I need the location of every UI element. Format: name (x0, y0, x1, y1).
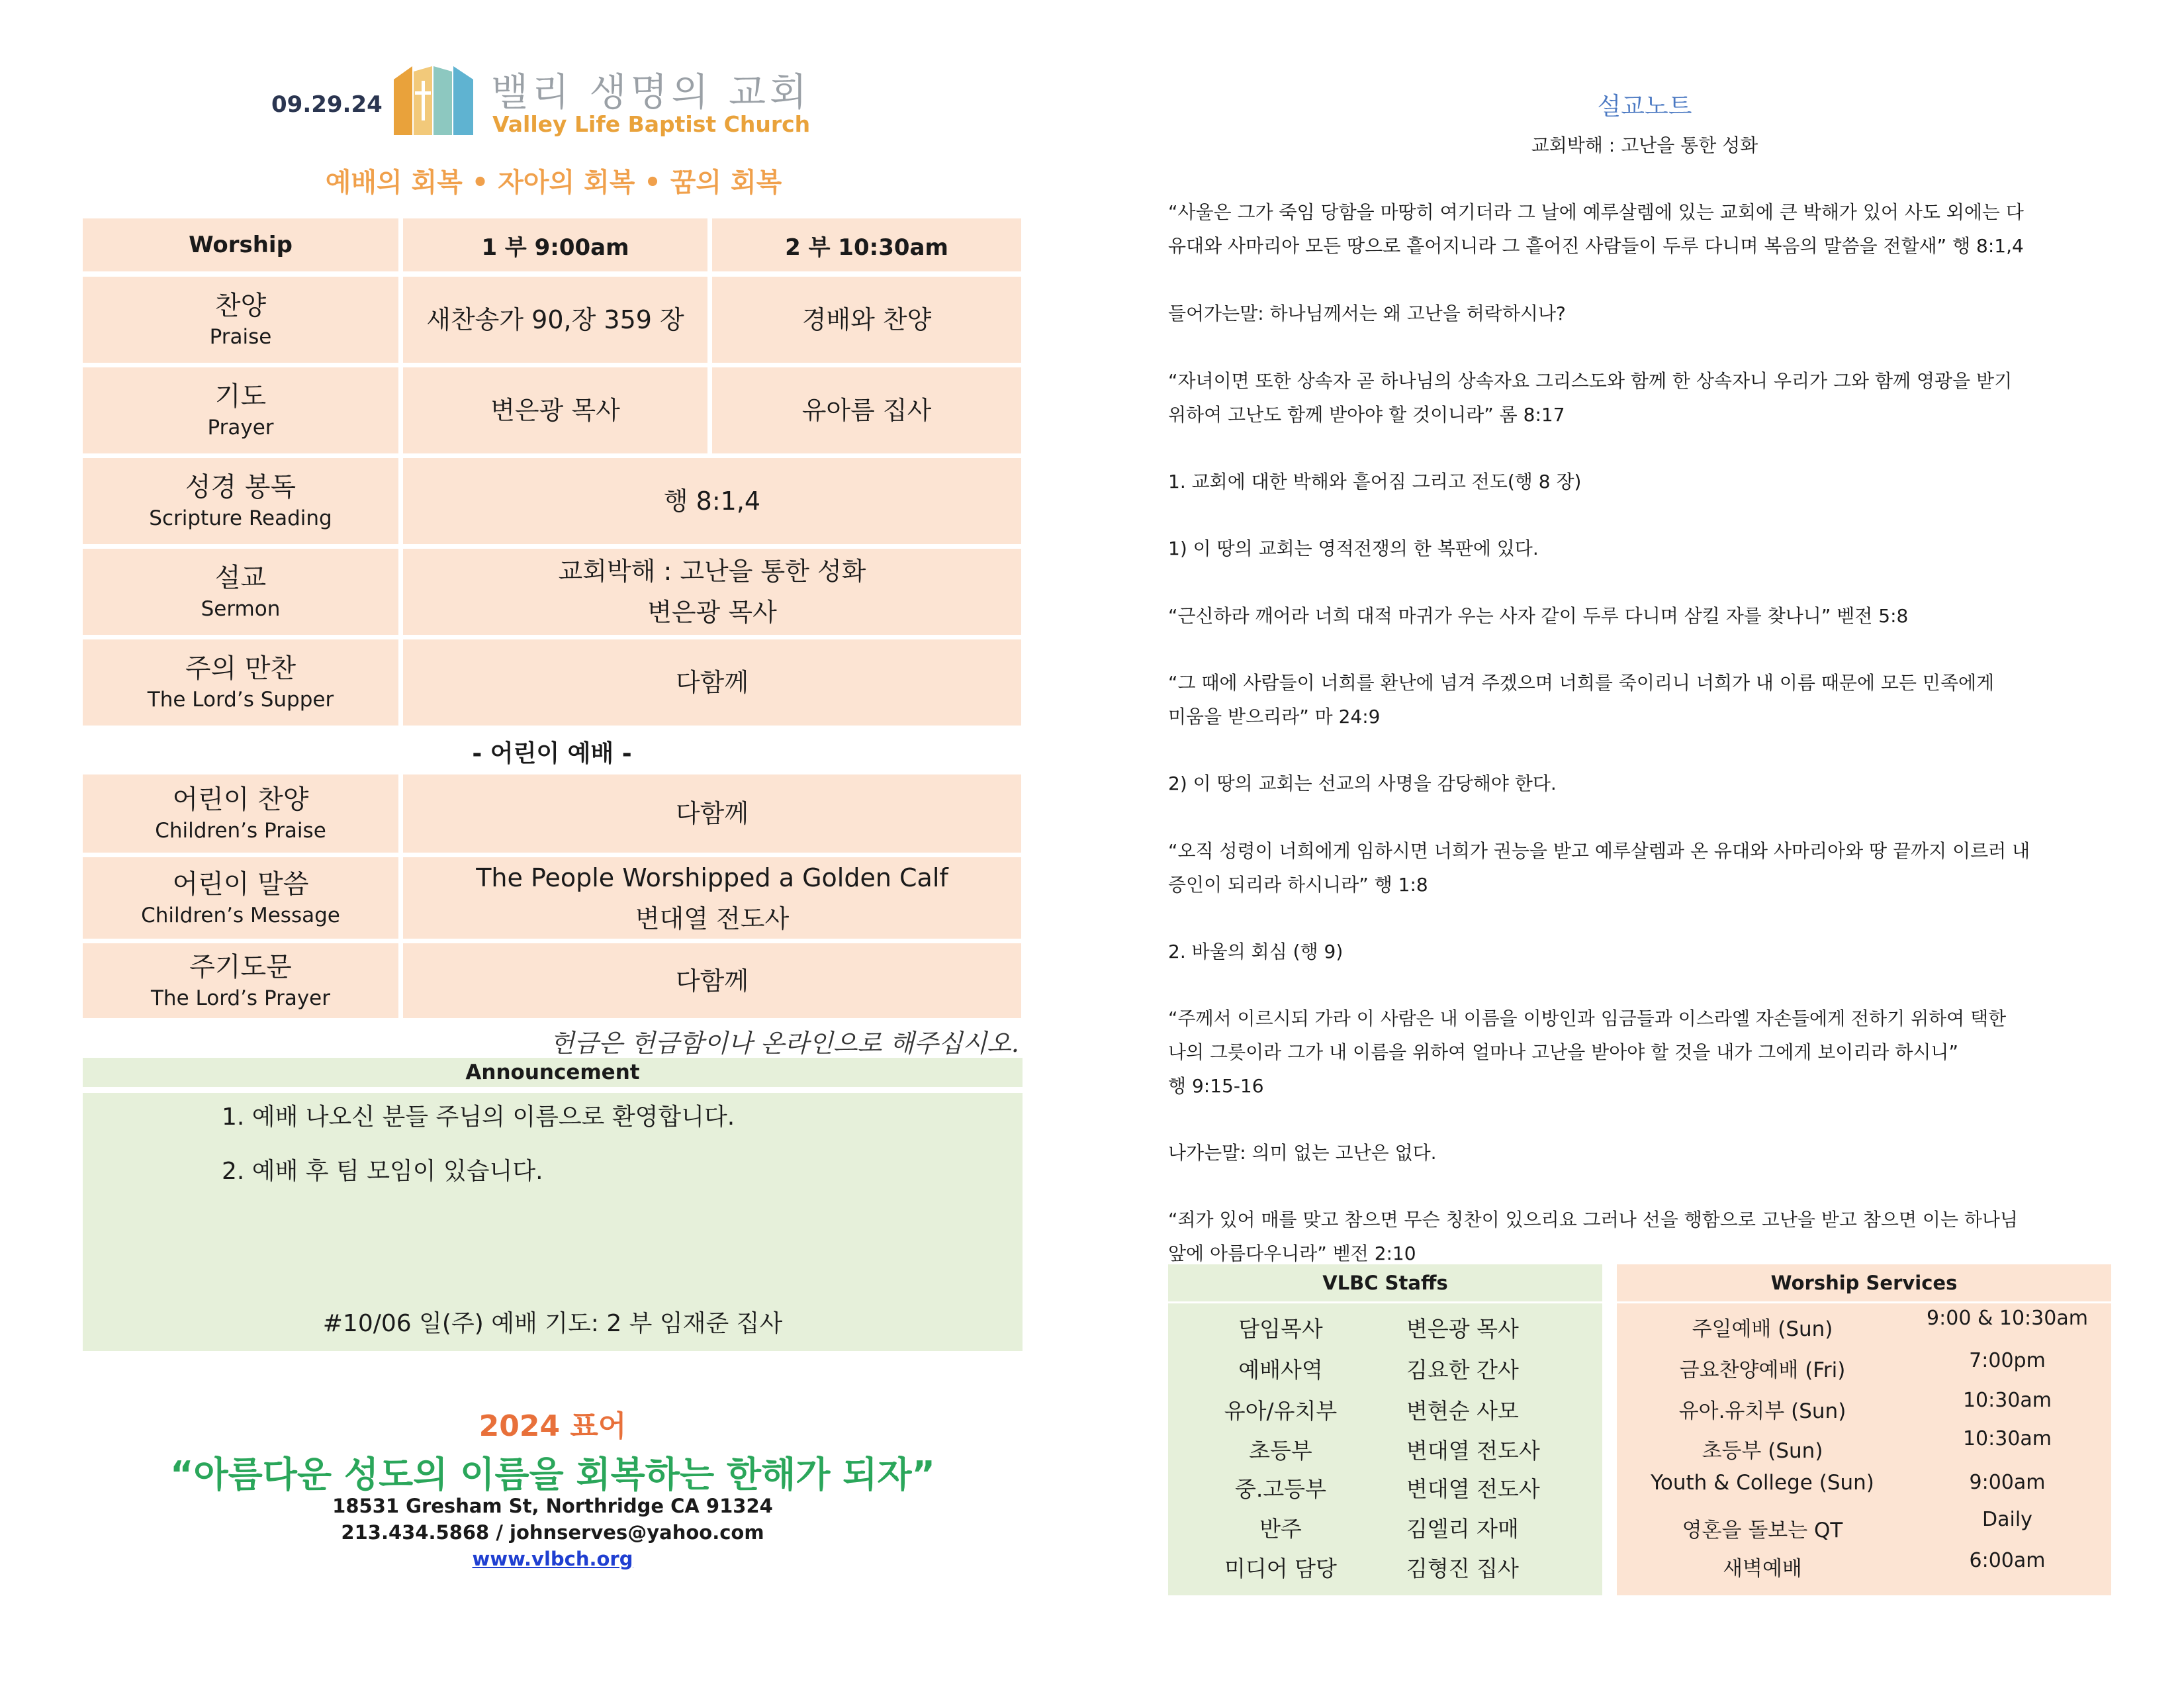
announcement-item: 1. 예배 나오신 분들 주님의 이름으로 환영합니다. (222, 1103, 735, 1131)
staff-name: 변은광 목사 (1406, 1316, 1519, 1342)
staff-role: 유아/유치부 (1224, 1398, 1338, 1424)
row-label (83, 549, 398, 635)
staff-name: 김형진 집사 (1406, 1556, 1519, 1581)
year-motto-label: 2024 표어 (478, 1409, 627, 1443)
service-row (1617, 1549, 2111, 1591)
combined-value: 다함께 (403, 774, 1021, 853)
service-time: 9:00am (1969, 1471, 2046, 1494)
sermon-notes-subtitle: 교회박해 : 고난을 통한 성화 (1531, 134, 1758, 156)
note-line: 나의 그릇이라 그가 내 이름을 위하여 얼마나 고난을 받아야 할 것을 내가 그에게 보이리라 하시니” (1168, 1041, 1958, 1063)
service-name: 유아.유치부 (Sun) (1678, 1399, 1846, 1423)
service-time: 6:00am (1969, 1549, 2046, 1572)
service-name: 새벽예배 (1723, 1557, 1802, 1581)
combined-value: 행 8:1,4 (403, 458, 1021, 544)
announcement-item: 2. 예배 후 팀 모임이 있습니다. (222, 1158, 543, 1185)
label-ko: 주기도문 (189, 951, 292, 982)
label-en: Scripture Reading (149, 506, 332, 530)
staff-role: 담임목사 (1238, 1316, 1323, 1342)
note-line: 앞에 아름다우니라” 벧전 2:10 (1168, 1243, 1416, 1264)
kids-worship-title: - 어린이 예배 - (472, 740, 632, 767)
label-ko: 어린이 찬양 (172, 784, 309, 815)
note-paragraph (1168, 599, 2108, 633)
row-label (83, 277, 398, 363)
note-line: 유대와 사마리아 모든 땅으로 흩어지니라 그 흩어진 사람들이 두루 다니며 복음의 말씀을 전할새” 행 8:1,4 (1168, 235, 2024, 257)
service-row (1617, 1427, 2111, 1474)
note-line: “사울은 그가 죽임 당함을 마땅히 여기더라 그 날에 예루살렘에 있는 교회에 큰 박해가 있어 사도 외에는 다 (1168, 201, 2024, 223)
services-table (1617, 1264, 2111, 1595)
header-second-service: 2 부 10:30am (712, 218, 1021, 271)
note-line: 행 9:15-16 (1168, 1075, 1264, 1097)
services-title: Worship Services (1617, 1264, 2111, 1303)
message-title: The People Worshipped a Golden Calf (476, 863, 948, 892)
note-paragraph (1168, 532, 2108, 565)
label-ko: 기도 (214, 381, 267, 412)
staff-name: 김엘리 자매 (1406, 1516, 1519, 1542)
service-row (1617, 1471, 2111, 1511)
second-service-value: 유아름 집사 (712, 367, 1021, 453)
church-address: 18531 Gresham St, Northridge CA 91324 (332, 1495, 773, 1517)
service-time: 10:30am (1962, 1427, 2052, 1450)
sermon-title: 교회박해 : 고난을 통한 성화 (558, 557, 866, 586)
service-name: 영혼을 돌보는 QT (1682, 1519, 1843, 1542)
service-time: 9:00 & 10:30am (1927, 1307, 2088, 1330)
label-en: Sermon (201, 597, 281, 621)
motto: 예배의 회복 • 자아의 회복 • 꿈의 회복 (325, 167, 782, 198)
combined-value (403, 857, 1021, 939)
bulletin-date: 09.29.24 (271, 91, 383, 118)
label-ko: 어린이 말씀 (172, 868, 309, 900)
preacher: 변은광 목사 (647, 598, 777, 627)
note-line: 2) 이 땅의 교회는 선교의 사명을 감당해야 한다. (1168, 773, 1557, 794)
note-paragraph (1168, 297, 2108, 330)
first-service-value: 새찬송가 90,장 359 장 (403, 277, 707, 363)
note-paragraph (1168, 1002, 2108, 1103)
row-label (83, 367, 398, 453)
announcement-title: Announcement (83, 1058, 1023, 1087)
note-paragraph (1168, 465, 2108, 498)
worship-row-lords-supper (83, 639, 1021, 726)
staff-name: 변현순 사모 (1406, 1398, 1519, 1424)
row-label (83, 774, 398, 853)
worship-row-praise (83, 277, 1021, 363)
note-paragraph (1168, 834, 2108, 902)
staff-row (1168, 1434, 1602, 1474)
worship-table-header (83, 218, 1021, 271)
first-service-value: 변은광 목사 (403, 367, 707, 453)
message-speaker: 변대열 전도사 (635, 904, 790, 933)
row-label (83, 639, 398, 726)
note-line: 2. 바울의 회심 (행 9) (1168, 941, 1343, 962)
worship-row-sermon (83, 549, 1021, 635)
combined-value: 다함께 (403, 943, 1021, 1018)
header-worship: Worship (83, 218, 398, 271)
kids-row-lords-prayer (83, 943, 1021, 1018)
service-name: 주일예배 (Sun) (1692, 1317, 1833, 1341)
kids-row-praise (83, 774, 1021, 853)
staff-row (1168, 1394, 1602, 1434)
note-line: 1) 이 땅의 교회는 영적전쟁의 한 복판에 있다. (1168, 538, 1539, 559)
label-ko: 성경 봉독 (185, 472, 296, 502)
staff-name: 김요한 간사 (1406, 1357, 1519, 1383)
kids-row-message (83, 857, 1021, 939)
staff-role: 중.고등부 (1234, 1476, 1326, 1502)
service-name: Youth & College (Sun) (1651, 1471, 1874, 1495)
note-paragraph (1168, 767, 2108, 800)
note-line: 위하여 고난도 함께 받아야 할 것이니라” 롬 8:17 (1168, 404, 1565, 426)
note-line: “자녀이면 또한 상속자 곧 하나님의 상속자요 그리스도와 함께 한 상속자니 우리가 그와 함께 영광을 받기 (1168, 370, 2013, 392)
service-row (1617, 1307, 2111, 1352)
label-en: The Lord’s Supper (147, 688, 334, 712)
prayer-schedule-note: #10/06 일(주) 예배 기도: 2 부 임재준 집사 (322, 1310, 783, 1337)
staff-row (1168, 1353, 1602, 1393)
combined-value: 다함께 (403, 639, 1021, 726)
label-ko: 주의 만찬 (185, 653, 296, 684)
service-time: 10:30am (1962, 1389, 2052, 1412)
service-row (1617, 1349, 2111, 1393)
year-slogan: “아름다운 성도의 이름을 회복하는 한해가 되자” (169, 1454, 936, 1495)
header-first-service: 1 부 9:00am (403, 218, 707, 271)
label-en: Children’s Praise (155, 819, 326, 843)
note-line: “근신하라 깨어라 너희 대적 마귀가 우는 사자 같이 두루 다니며 삼킬 자를 찾나니” 벧전 5:8 (1168, 605, 1909, 627)
staff-title: VLBC Staffs (1168, 1264, 1602, 1303)
label-ko: 찬양 (214, 291, 267, 321)
label-en: Children’s Message (141, 903, 340, 927)
church-logo-icon (394, 66, 473, 135)
note-paragraph (1168, 364, 2108, 432)
staff-role: 반주 (1259, 1516, 1302, 1542)
note-line: 1. 교회에 대한 박해와 흩어짐 그리고 전도(행 8 장) (1168, 471, 1582, 492)
row-label (83, 458, 398, 544)
service-row (1617, 1508, 2111, 1553)
church-website-link[interactable]: www.vlbch.org (472, 1548, 633, 1570)
staff-row (1168, 1512, 1602, 1552)
combined-value (403, 549, 1021, 635)
label-en: Prayer (207, 416, 274, 440)
row-label (83, 857, 398, 939)
note-line: 들어가는말: 하나님께서는 왜 고난을 허락하시나? (1168, 303, 1566, 324)
second-service-value: 경배와 찬양 (712, 277, 1021, 363)
note-line: “주께서 이르시되 가라 이 사람은 내 이름을 이방인과 임금들과 이스라엘 자손들에게 전하기 위하여 택한 (1168, 1008, 2007, 1029)
note-paragraph (1168, 935, 2108, 968)
note-line: “죄가 있어 매를 맞고 참으면 무슨 칭찬이 있으리요 그러나 선을 행함으로 고난을 받고 참으면 이는 하나님 (1168, 1209, 2019, 1231)
service-time: Daily (1982, 1508, 2032, 1531)
note-paragraph (1168, 195, 2108, 263)
staff-table (1168, 1264, 1602, 1595)
staff-role: 예배사역 (1238, 1357, 1323, 1383)
staff-row (1168, 1552, 1602, 1591)
staff-role: 초등부 (1249, 1438, 1312, 1464)
worship-row-prayer (83, 367, 1021, 453)
staff-name: 변대열 전도사 (1406, 1476, 1540, 1502)
note-line: “그 때에 사람들이 너희를 환난에 넘겨 주겠으며 너희를 죽이리니 너희가 내 이름 때문에 모든 민족에게 (1168, 672, 1995, 694)
note-line: “오직 성령이 너희에게 임하시면 너희가 권능을 받고 예루살렘과 온 유대와 사마리아와 땅 끝까지 이르러 내 (1168, 840, 2030, 862)
staff-row (1168, 1312, 1602, 1352)
worship-row-scripture (83, 458, 1021, 544)
church-name-korean: 밸리 생명의 교회 (491, 70, 811, 115)
service-time: 7:00pm (1969, 1349, 2046, 1372)
announcement-box (83, 1093, 1023, 1351)
church-contact: 213.434.5868 / johnserves@yahoo.com (341, 1521, 764, 1544)
note-paragraph (1168, 1136, 2108, 1170)
note-line: 미움을 받으리라” 마 24:9 (1168, 706, 1381, 727)
service-name: 초등부 (Sun) (1702, 1439, 1823, 1463)
label-en: The Lord’s Prayer (151, 986, 330, 1010)
service-name: 금요찬양예배 (Fri) (1679, 1358, 1846, 1382)
row-label (83, 943, 398, 1018)
staff-role: 미디어 담당 (1224, 1556, 1337, 1581)
church-name-english: Valley Life Baptist Church (492, 111, 811, 137)
note-paragraph (1168, 666, 2108, 733)
staff-row (1168, 1472, 1602, 1512)
label-en: Praise (209, 325, 272, 349)
note-paragraph (1168, 1203, 2108, 1270)
note-line: 증인이 되리라 하시니라” 행 1:8 (1168, 874, 1428, 896)
offering-note: 헌금은 헌금함이나 온라인으로 해주십시오. (549, 1029, 1019, 1058)
label-ko: 설교 (214, 563, 267, 593)
note-line: 나가는말: 의미 없는 고난은 없다. (1168, 1142, 1437, 1164)
sermon-notes-title: 설교노트 (1597, 92, 1692, 120)
staff-name: 변대열 전도사 (1406, 1438, 1540, 1464)
